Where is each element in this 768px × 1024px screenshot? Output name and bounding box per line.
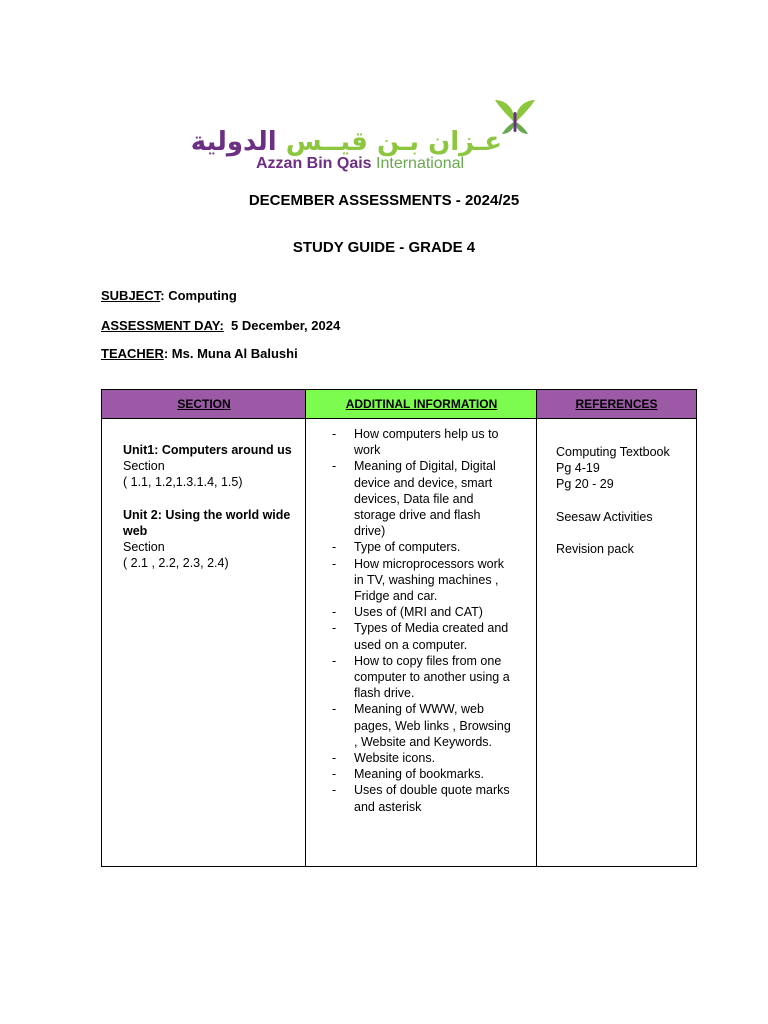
info-item: - Types of Media created and used on a computer. <box>332 620 512 652</box>
info-item: - Uses of (MRI and CAT) <box>332 604 512 620</box>
unit1-title: Unit1: Computers around us <box>123 443 292 457</box>
references-cell <box>556 444 692 557</box>
subject-value: : Computing <box>160 288 237 303</box>
section-cell <box>123 442 299 571</box>
info-item: - Meaning of bookmarks. <box>332 766 512 782</box>
school-logo <box>190 98 544 178</box>
unit2-sections: ( 2.1 , 2.2, 2.3, 2.4) <box>123 556 229 571</box>
logo-arabic-purple: الدولية <box>190 127 277 157</box>
reference-revision: Revision pack <box>556 541 634 556</box>
info-item: - Uses of double quote marks and asterisk <box>332 782 512 814</box>
info-list <box>332 426 512 815</box>
header-additional-info: ADDITINAL INFORMATION <box>306 390 537 419</box>
info-item: - Website icons. <box>332 750 512 766</box>
logo-english-text <box>256 155 464 173</box>
assessment-day-label: ASSESSMENT DAY: <box>101 318 224 333</box>
header-references: REFERENCES <box>537 390 696 419</box>
subject-line <box>101 288 237 304</box>
unit2-title: Unit 2: Using the world wide web <box>123 507 291 538</box>
assessment-day-line <box>101 318 340 334</box>
column-divider <box>305 390 306 866</box>
logo-english-suffix: International <box>376 155 465 172</box>
subject-label: SUBJECT <box>101 288 161 303</box>
header-section: SECTION <box>102 390 306 419</box>
page-title: DECEMBER ASSESSMENTS - 2024/25 <box>248 192 520 209</box>
info-item: - Type of computers. <box>332 539 512 555</box>
reference-pages-1: Pg 4-19 <box>556 461 600 476</box>
study-guide-table <box>101 389 697 867</box>
info-item: - How microprocessors work in TV, washing machines , Fridge and car. <box>332 556 512 605</box>
page-subtitle: STUDY GUIDE - GRADE 4 <box>292 239 476 256</box>
info-item: - Meaning of Digital, Digital device and device, smart devices, Data file and storage drive and flash drive) <box>332 458 512 539</box>
logo-arabic-green: عـزان بـن قيــس <box>285 127 502 157</box>
assessment-day-value: 5 December, 2024 <box>231 318 341 333</box>
reference-textbook: Computing Textbook <box>556 445 670 459</box>
unit1-section-label: Section <box>123 459 165 474</box>
info-item: - How to copy files from one computer to another using a flash drive. <box>332 653 512 702</box>
logo-arabic-text <box>190 127 502 157</box>
info-item: - How computers help us to work <box>332 426 512 458</box>
reference-activities: Seesaw Activities <box>556 509 653 524</box>
logo-english-name: Azzan Bin Qais <box>256 155 372 172</box>
unit1-sections: ( 1.1, 1.2,1.3.1.4, 1.5) <box>123 475 243 490</box>
unit2-section-label: Section <box>123 540 165 555</box>
column-divider <box>536 390 537 866</box>
info-item: - Meaning of WWW, web pages, Web links , Browsing , Website and Keywords. <box>332 701 512 750</box>
additional-info-cell <box>332 426 512 815</box>
teacher-value: : Ms. Muna Al Balushi <box>163 346 298 361</box>
reference-pages-2: Pg 20 - 29 <box>556 477 614 492</box>
teacher-label: TEACHER <box>101 346 164 361</box>
teacher-line <box>101 346 298 362</box>
butterfly-icon <box>494 98 536 136</box>
